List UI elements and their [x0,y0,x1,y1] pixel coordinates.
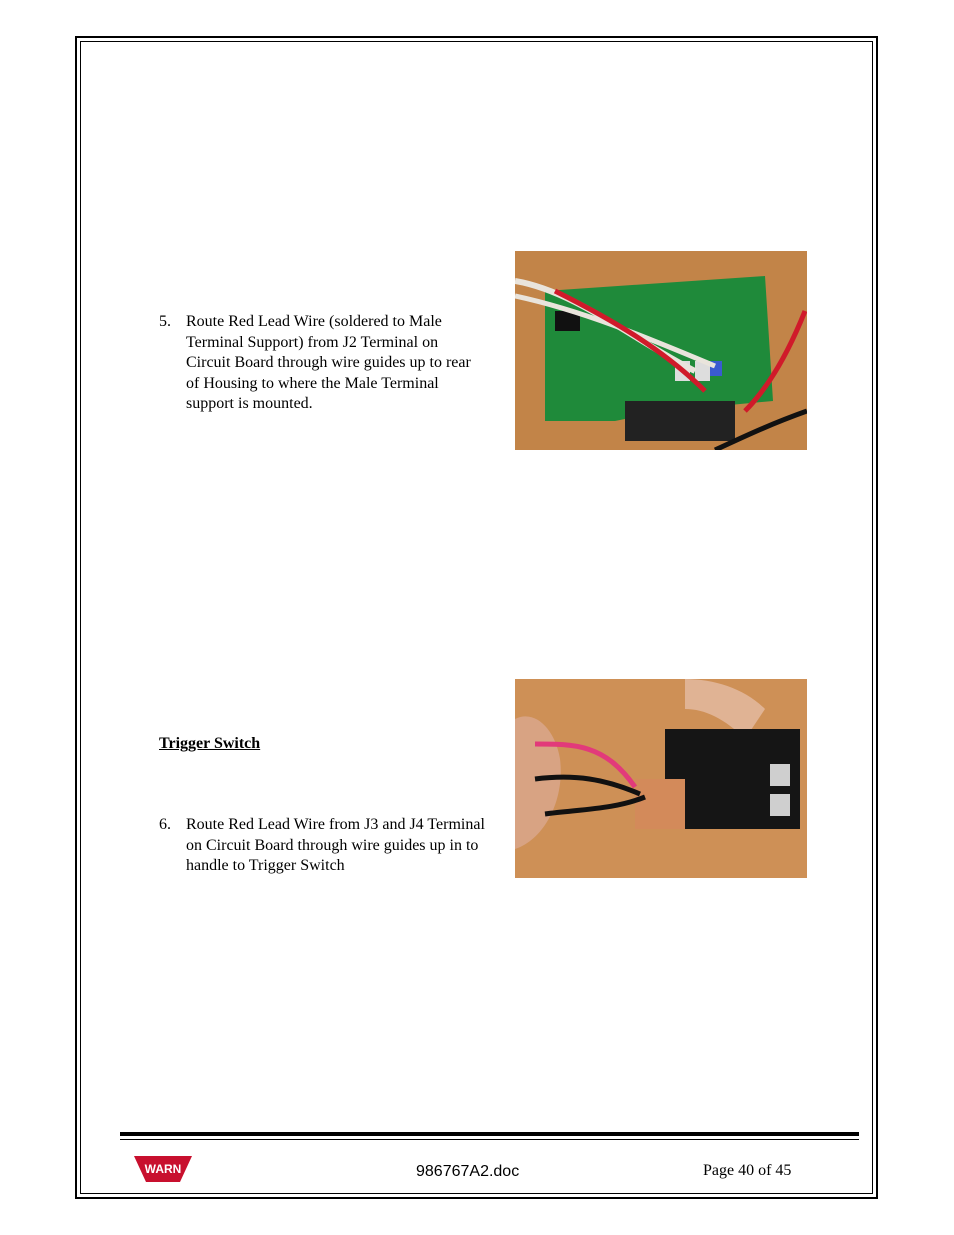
circuit-board-photo [515,251,807,450]
warn-logo [132,1154,194,1184]
page-number: Page 40 of 45 [703,1162,792,1179]
footer-rule-thick [120,1132,859,1136]
trigger-switch-photo [515,679,807,878]
step-text: Route Red Lead Wire from J3 and J4 Terminal on Circuit Board through wire guides up in to handle to Trigger Switch [186,816,485,875]
footer-rule-thin [120,1139,859,1140]
step-number: 5. [159,313,171,330]
page-border-inner [80,41,873,1194]
svg-text:WARN: WARN [144,1162,182,1176]
step-number: 6. [159,816,171,833]
step-text: Route Red Lead Wire (soldered to Male Terminal Support) from J2 Terminal on Circuit Board through wire guides up to rear of Housing to where the Male Terminal support is mounted. [186,313,471,413]
document-name: 986767A2.doc [416,1163,520,1180]
section-heading: Trigger Switch [159,735,261,752]
